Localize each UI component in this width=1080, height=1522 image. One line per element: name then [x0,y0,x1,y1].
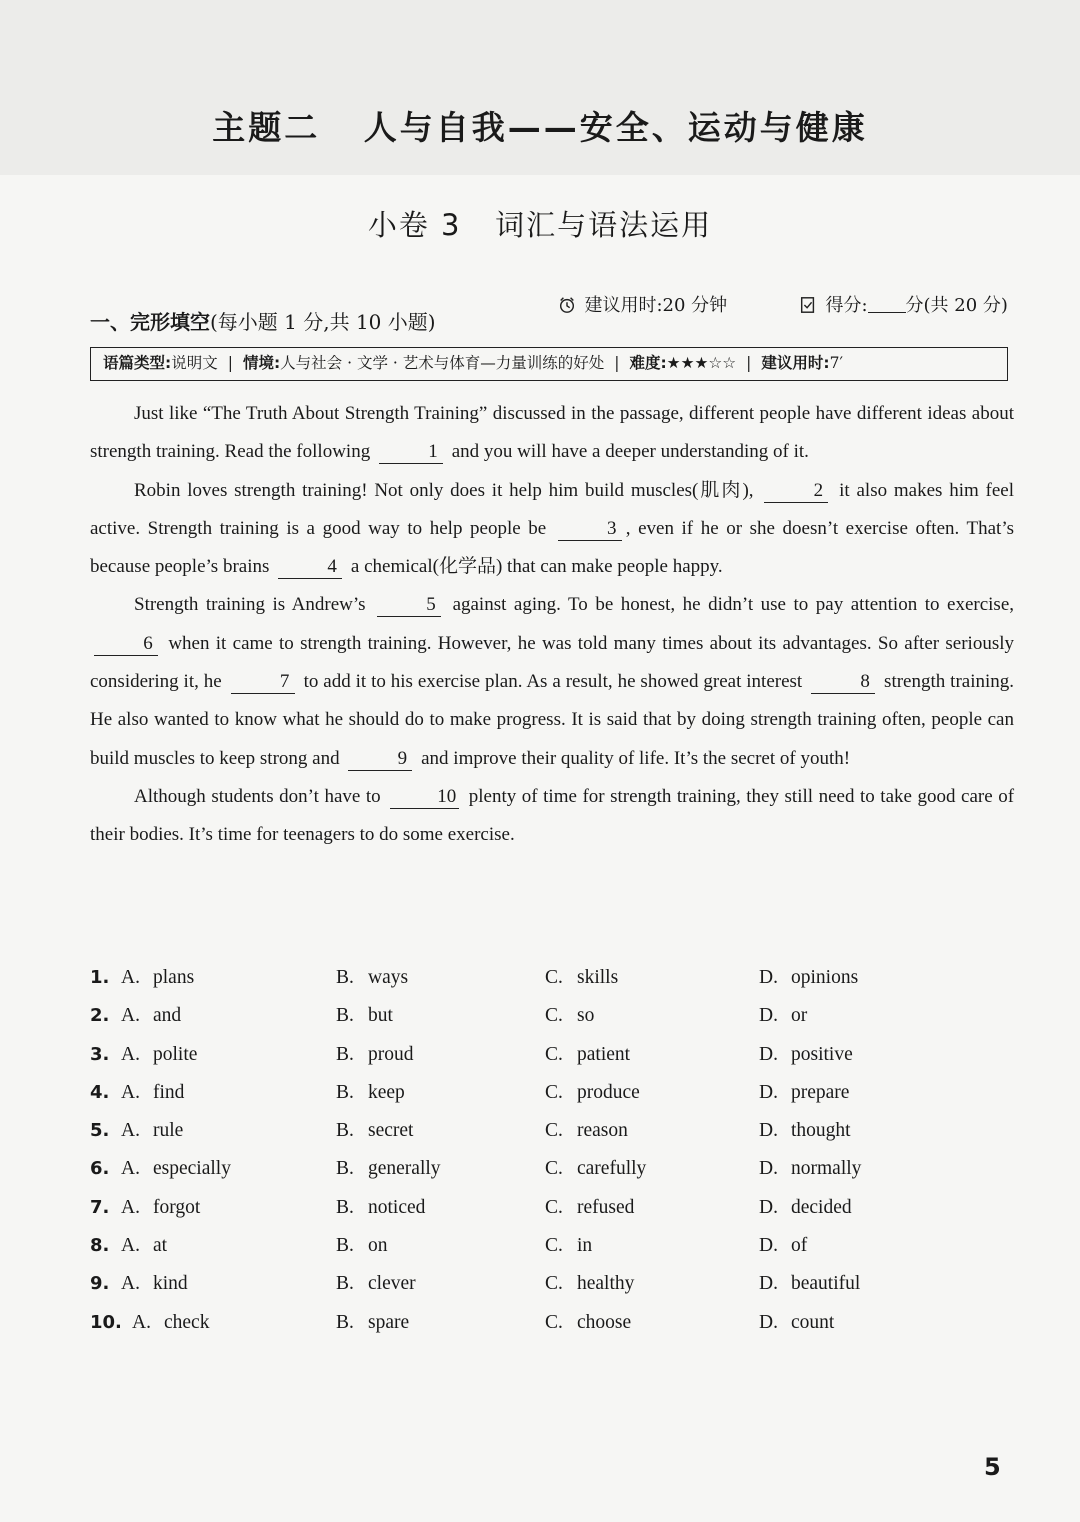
question-row [90,1044,1010,1082]
passage-text: Just like “The Truth About Strength Training” discussed in the passage, different people have different ideas about strength training. Read the following [90,403,1014,463]
question-row [90,1312,1010,1350]
option-b[interactable]: B. keep [336,1081,405,1103]
question-number: 6. [90,1158,110,1180]
separator: | [227,354,233,372]
cloze-passage [90,395,1014,855]
option-d[interactable]: D. or [759,1005,808,1027]
paragraph [90,472,1014,587]
question-number: 7. [90,1196,110,1218]
paragraph [90,586,1014,777]
option-c[interactable]: C. carefully [545,1158,647,1180]
option-b[interactable]: B. spare [336,1311,410,1333]
passage-text: plenty of time for strength training, they still need to take good care of their bodies. It’s time for teenagers to do some exercise. [90,785,1015,846]
score-blank[interactable] [868,296,906,313]
answer-blank[interactable]: 6 [94,633,158,656]
passage-text: when it came to strength training. However, he was told many times about its advantages. So after seriously considering it, he [90,632,1014,693]
score-label: 得分: [825,295,868,316]
passage-text: against aging. To be honest, he didn’t use to pay attention to exercise, [452,594,1015,616]
option-a[interactable]: A. kind [121,1273,188,1295]
option-b[interactable]: B. on [336,1235,388,1257]
question-row [90,1120,1010,1158]
option-d[interactable]: D. decided [759,1196,852,1218]
option-c[interactable]: C. skills [545,967,619,988]
passage-text: strength training. He also wanted to know what he should do to make progress. It is said that by doing strength training often, people can build muscles to keep strong and [90,671,1015,769]
question-row [90,1005,1010,1043]
answer-blank[interactable]: 7 [231,671,295,694]
option-a[interactable]: A. plans [121,967,195,988]
alarm-clock-icon [558,296,576,314]
question-number: 4. [90,1081,110,1103]
question-number: 2. [90,1005,110,1027]
score-sheet-icon [799,296,817,314]
section-note: (每小题 1 分,共 10 小题) [210,310,436,334]
page-title: 主题二 人与自我——安全、运动与健康 [212,108,868,147]
option-b[interactable]: B. ways [336,967,409,988]
answer-blank[interactable]: 9 [348,748,412,771]
option-a[interactable]: A. at [121,1235,168,1257]
option-d[interactable]: D. prepare [759,1081,850,1103]
option-d[interactable]: D. positive [759,1043,853,1065]
passage-text: , even if he or she doesn’t exercise often. That’s because people’s brains [90,517,1014,578]
question-row [90,1082,1010,1120]
option-b[interactable]: B. generally [336,1158,441,1180]
context-value: 人与社会 · 文学 · 艺术与体育—力量训练的好处 [280,354,605,372]
option-d[interactable]: D. count [759,1311,835,1333]
time-value: 7′ [829,354,843,372]
option-b[interactable]: B. noticed [336,1196,426,1218]
separator: | [614,354,620,372]
question-number: 3. [90,1043,110,1065]
paragraph [90,395,1014,472]
score-suffix: 分(共 20 分) [905,295,1008,316]
answer-blank[interactable]: 8 [811,671,875,694]
option-d[interactable]: D. of [759,1235,808,1257]
option-a[interactable]: A. find [121,1081,185,1103]
difficulty-stars: ★★★☆☆ [666,354,737,372]
difficulty-label: 难度: [629,354,667,372]
option-d[interactable]: D. thought [759,1120,851,1142]
question-number: 5. [90,1120,110,1142]
page-number: 5 [984,1453,1001,1481]
option-b[interactable]: B. clever [336,1273,416,1295]
section-heading [90,306,436,335]
answer-blank[interactable]: 3 [558,518,622,541]
passage-text: Strength training is Andrew’s [134,594,366,616]
question-row [90,1235,1010,1273]
passage-text: and you will have a deeper understanding of it. [451,441,809,463]
passage-text: to add it to his exercise plan. As a result, he showed great interest [303,671,803,693]
passage-text: it also makes him feel active. Strength training is a good way to help people be [90,479,1015,539]
option-c[interactable]: C. choose [545,1311,632,1333]
separator: | [746,354,752,372]
question-number: 9. [90,1273,110,1295]
option-a[interactable]: A. forgot [121,1196,201,1218]
option-d[interactable]: D. opinions [759,967,859,988]
passage-text: Robin loves strength training! Not only does it help him build muscles(肌肉), [134,479,754,501]
answer-blank[interactable]: 4 [278,556,342,579]
passage-info-box [90,347,1008,381]
context-label: 情境: [242,354,281,372]
passage-text: Although students don’t have to [134,785,381,807]
question-row [90,1197,1010,1235]
option-c[interactable]: C. so [545,1005,595,1027]
option-a[interactable]: A. rule [121,1120,184,1142]
type-label: 语篇类型: [103,354,172,372]
option-a[interactable]: A. polite [121,1043,198,1065]
option-d[interactable]: D. beautiful [759,1273,861,1295]
option-c[interactable]: C. healthy [545,1273,635,1295]
option-b[interactable]: B. secret [336,1120,414,1142]
option-b[interactable]: B. proud [336,1043,414,1065]
paragraph [90,778,1014,855]
answer-blank[interactable]: 10 [390,786,459,809]
option-c[interactable]: C. reason [545,1120,628,1142]
question-options [90,967,1010,1350]
option-c[interactable]: C. refused [545,1196,635,1218]
passage-text: a chemical(化学品) that can make people happy. [350,556,723,578]
answer-blank[interactable]: 2 [764,480,828,503]
question-number: 1. [90,967,110,988]
question-number: 10. [90,1311,122,1333]
time-suggestion [547,270,727,317]
time-label: 建议用时: [761,354,830,372]
answer-blank[interactable]: 5 [377,594,441,617]
option-a[interactable]: A. especially [121,1158,231,1180]
type-value: 说明文 [171,354,218,372]
option-c[interactable]: C. in [545,1235,593,1257]
option-d[interactable]: D. normally [759,1158,862,1180]
section-title: 一、完形填空 [90,310,210,334]
question-number: 8. [90,1235,110,1257]
score-field [788,270,1008,317]
option-b[interactable]: B. but [336,1005,393,1027]
option-c[interactable]: C. produce [545,1081,640,1103]
question-row [90,967,1010,1005]
passage-text: and improve their quality of life. It’s the secret of youth! [421,747,851,769]
paper-subtitle: 小卷 3 词汇与语法运用 [367,208,713,242]
option-a[interactable]: A. and [121,1005,182,1027]
option-a[interactable]: A. check [132,1311,210,1333]
time-label: 建议用时:20 分钟 [584,295,728,316]
question-row [90,1273,1010,1311]
option-c[interactable]: C. patient [545,1043,631,1065]
answer-blank[interactable]: 1 [379,441,443,464]
question-row [90,1158,1010,1196]
